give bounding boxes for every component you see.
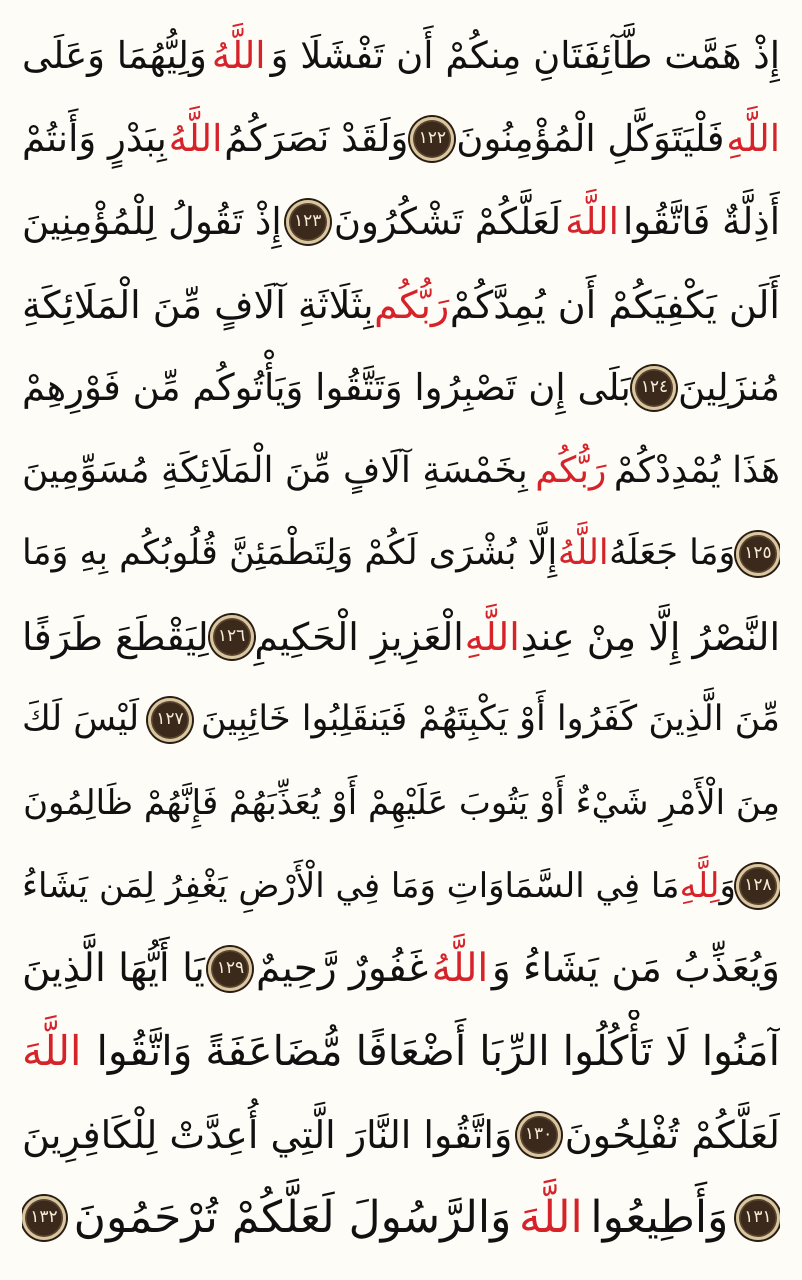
verse-text: إِلَّا بُشْرَى لَكُمْ وَلِتَطْمَئِنَّ قُلُوبُكُم بِهِ وَمَا <box>22 533 558 573</box>
divine-name-text: اللَّهَ <box>518 1191 583 1243</box>
verse-text: مُنزَلِينَ <box>677 366 780 409</box>
divine-name-text: رَبُّكُم <box>535 449 607 491</box>
verse-text: وَمَا جَعَلَهُ <box>609 533 736 573</box>
verse-text: أَذِلَّةٌ فَاتَّقُوا <box>623 200 780 243</box>
verse-line <box>22 1176 780 1259</box>
divine-name-text: اللَّهُ <box>211 34 266 77</box>
verse-line <box>22 429 780 512</box>
verse-text: فَلْيَتَوَكَّلِ الْمُؤْمِنُونَ <box>456 117 725 160</box>
verse-line <box>22 263 780 346</box>
verse-line <box>22 761 780 844</box>
verse-line <box>22 180 780 263</box>
verse-text: وَ <box>719 865 736 906</box>
divine-name-text: اللَّهِ <box>464 614 520 659</box>
verse-text: لَعَلَّكُمْ تُفْلِحُونَ <box>564 1112 780 1157</box>
divine-name-text: اللَّهِ <box>726 117 780 160</box>
verse-text: بِثَلَاثَةِ آلَافٍ مِّنَ الْمَلَائِكَةِ <box>22 282 374 327</box>
verse-line <box>22 927 780 1010</box>
ayah-number-marker: ١٣١ <box>736 1196 780 1240</box>
verse-line <box>22 595 780 678</box>
verse-text: وَيُعَذِّبُ مَن يَشَاءُ وَ <box>491 946 780 991</box>
ayah-number-marker: ١٢٨ <box>736 864 780 908</box>
ayah-number-marker: ١٢٥ <box>736 532 780 576</box>
verse-text: بَلَى إِن تَصْبِرُوا وَتَتَّقُوا وَيَأْتُوكُم مِّن فَوْرِهِمْ <box>22 366 631 409</box>
verse-line <box>22 1010 780 1093</box>
verse-text: وَلَقَدْ نَصَرَكُمُ <box>224 117 409 160</box>
ayah-number-marker: ١٢٧ <box>148 698 192 742</box>
verse-text: مِّنَ الَّذِينَ كَفَرُوا أَوْ يَكْبِتَهُمْ فَيَنقَلِبُوا خَائِبِينَ <box>200 699 780 739</box>
ayah-number-marker: ١٢٩ <box>208 947 252 991</box>
verse-text: لِيَقْطَعَ طَرَفًا <box>22 614 209 659</box>
verse-line <box>22 844 780 927</box>
ayah-number-marker: ١٢٢ <box>410 117 454 161</box>
verse-text: بِبَدْرٍ وَأَنتُمْ <box>22 117 167 160</box>
verse-text: لَيْسَ لَكَ <box>22 699 140 739</box>
verse-line <box>22 1093 780 1176</box>
divine-name-text: اللَّهَ <box>22 1027 82 1075</box>
divine-name-text: رَبُّكُم <box>374 282 450 327</box>
verse-text: وَالرَّسُولَ لَعَلَّكُمْ تُرْحَمُونَ <box>73 1191 512 1243</box>
ayah-number-marker: ١٢٤ <box>632 366 676 410</box>
verse-line <box>22 346 780 429</box>
verse-text: بِخَمْسَةِ آلَافٍ مِّنَ الْمَلَائِكَةِ مُسَوِّمِينَ <box>22 449 528 491</box>
ayah-number-marker: ١٢٣ <box>286 200 330 244</box>
verse-text: إِذْ هَمَّت طَّآئِفَتَانِ مِنكُمْ أَن تَفْشَلَا وَ <box>270 34 780 77</box>
ayah-number-marker: ١٣٢ <box>22 1196 66 1240</box>
divine-name-text: اللَّهُ <box>431 946 489 991</box>
verse-text: أَلَن يَكْفِيَكُمْ أَن يُمِدَّكُمْ <box>449 282 780 327</box>
divine-name-text: اللَّهُ <box>557 533 609 573</box>
verse-text: وَاتَّقُوا النَّارَ الَّتِي أُعِدَّتْ لِلْكَافِرِينَ <box>22 1112 513 1157</box>
divine-name-text: اللَّهُ <box>168 117 223 160</box>
ayah-number-marker: ١٢٦ <box>210 615 254 659</box>
verse-text: مَا فِي السَّمَاوَاتِ وَمَا فِي الْأَرْضِ يَغْفِرُ لِمَن يَشَاءُ <box>22 865 680 906</box>
verse-text: وَأَطِيعُوا <box>590 1191 729 1243</box>
verse-line <box>22 14 780 97</box>
verse-line <box>22 512 780 595</box>
verse-text: الْعَزِيزِ الْحَكِيمِ <box>254 614 464 659</box>
verse-text: مِنَ الْأَمْرِ شَيْءٌ أَوْ يَتُوبَ عَلَيْهِمْ أَوْ يُعَذِّبَهُمْ فَإِنَّهُمْ ظَالِمُونَ <box>23 782 780 823</box>
verse-text: إِذْ تَقُولُ لِلْمُؤْمِنِينَ <box>22 200 282 243</box>
verse-text: هَذَا يُمْدِدْكُمْ <box>613 449 780 491</box>
verse-line <box>22 97 780 180</box>
verse-text: آمَنُوا لَا تَأْكُلُوا الرِّبَا أَضْعَافًا مُّضَاعَفَةً وَاتَّقُوا <box>96 1027 780 1075</box>
verse-text: غَفُورٌ رَّحِيمٌ <box>255 946 429 991</box>
verse-text: يَا أَيُّهَا الَّذِينَ <box>22 946 205 991</box>
verse-text: وَلِيُّهُمَا وَعَلَى <box>22 34 207 77</box>
divine-name-text: اللَّهَ <box>565 200 619 243</box>
verse-line <box>22 678 780 761</box>
ayah-number-marker: ١٣٠ <box>517 1113 561 1157</box>
divine-name-text: لِلَّهِ <box>679 865 720 906</box>
verse-text: لَعَلَّكُمْ تَشْكُرُونَ <box>333 200 562 243</box>
verse-text: النَّصْرُ إِلَّا مِنْ عِندِ <box>520 614 780 659</box>
